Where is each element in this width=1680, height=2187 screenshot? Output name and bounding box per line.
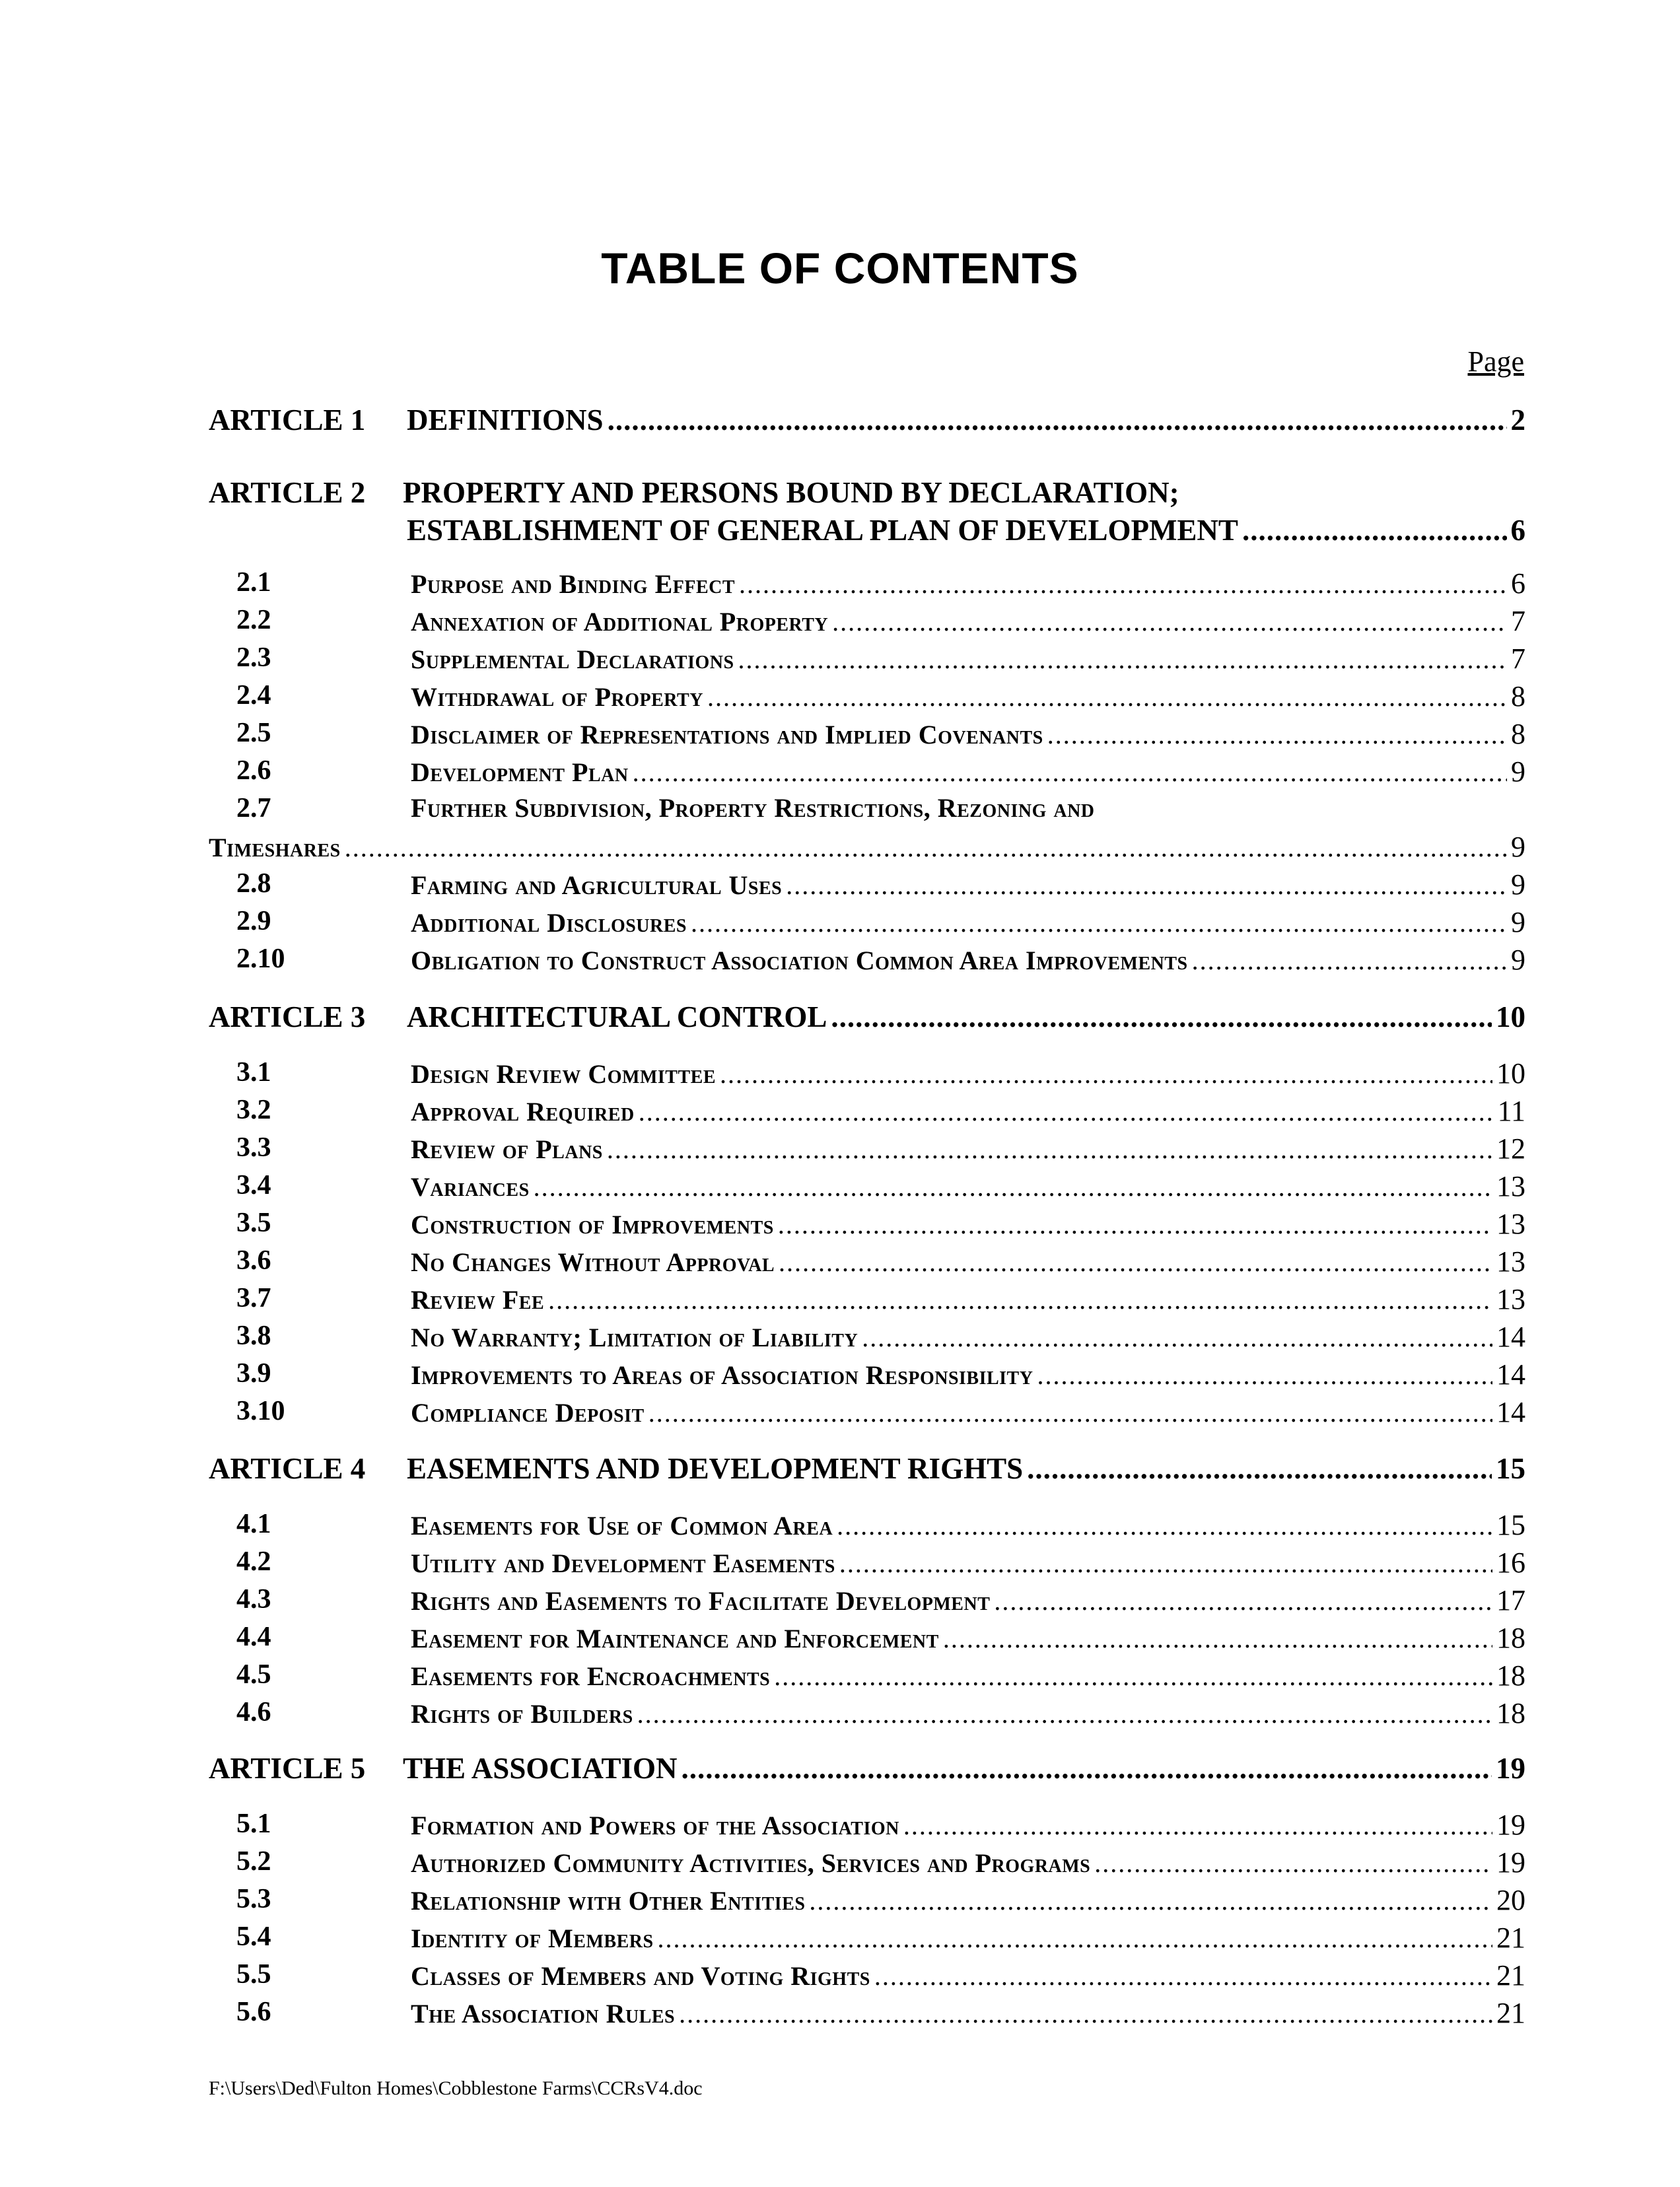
dot-leader (637, 1698, 1492, 1729)
section-page-number: 21 (1496, 1959, 1525, 1992)
section-page-number: 9 (1511, 868, 1525, 901)
article-page-number: 15 (1496, 1452, 1525, 1485)
section-page-number: 6 (1511, 567, 1525, 600)
section-title-row (411, 943, 1525, 977)
section-page-number: 20 (1496, 1884, 1525, 1916)
section-number: 2.3 (236, 642, 271, 673)
section-title-continued: Timeshares (209, 833, 341, 862)
section-title-row (411, 1508, 1525, 1542)
toc-section[interactable] (209, 943, 1525, 980)
toc-section[interactable] (209, 1320, 1525, 1357)
article-title-row (403, 1751, 1525, 1786)
dot-leader (1027, 1451, 1492, 1486)
section-title-row (411, 792, 1525, 823)
section-title: Easements for Use of Common Area (411, 1511, 833, 1541)
section-title-row (411, 717, 1525, 751)
section-number: 5.1 (236, 1809, 271, 1839)
page-title: TABLE OF CONTENTS (601, 244, 1079, 293)
section-title: Rights of Builders (411, 1699, 633, 1729)
dot-leader (682, 1751, 1492, 1786)
section-page-number: 17 (1496, 1584, 1525, 1616)
section-title: Improvements to Areas of Association Responsibility (411, 1360, 1033, 1390)
toc-section[interactable] (209, 642, 1525, 679)
section-number: 4.6 (236, 1697, 271, 1727)
toc-section[interactable] (209, 1959, 1525, 1996)
section-number: 3.7 (236, 1283, 271, 1313)
section-title-row (411, 755, 1525, 788)
section-number: 5.2 (236, 1846, 271, 1877)
section-title-row (411, 1659, 1525, 1692)
section-number: 2.1 (236, 567, 271, 598)
dot-leader (943, 1623, 1492, 1654)
dot-leader (691, 907, 1507, 938)
toc-section[interactable] (209, 1395, 1525, 1432)
section-number: 2.2 (236, 605, 271, 635)
section-number: 3.5 (236, 1208, 271, 1238)
section-title-row (411, 1245, 1525, 1278)
section-title-row (411, 1132, 1525, 1165)
section-page-number: 9 (1511, 755, 1525, 788)
section-number: 3.2 (236, 1095, 271, 1125)
dot-leader (809, 1885, 1492, 1916)
toc-section[interactable] (209, 1996, 1525, 2033)
toc-section[interactable] (209, 1621, 1525, 1658)
section-page-number: 21 (1496, 1922, 1525, 1954)
dot-leader (648, 1397, 1492, 1428)
toc-section[interactable] (209, 1057, 1525, 1094)
section-number: 2.4 (236, 680, 271, 711)
section-number: 2.10 (236, 944, 285, 974)
dot-leader (345, 832, 1507, 863)
section-title: Easements for Encroachments (411, 1661, 771, 1691)
toc-section[interactable] (209, 717, 1525, 754)
article-title: THE ASSOCIATION (403, 1752, 678, 1785)
section-number: 3.6 (236, 1245, 271, 1276)
toc-section[interactable] (209, 1282, 1525, 1319)
section-page-number: 8 (1511, 718, 1525, 750)
section-title: Purpose and Binding Effect (411, 569, 736, 599)
toc-section[interactable] (209, 1207, 1525, 1244)
dot-leader (548, 1284, 1492, 1315)
section-number: 4.3 (236, 1584, 271, 1614)
section-title-row (411, 1546, 1525, 1580)
section-page-number: 13 (1496, 1245, 1525, 1278)
article-title: DEFINITIONS (407, 403, 604, 436)
section-title: Compliance Deposit (411, 1398, 645, 1428)
section-title-row (411, 1883, 1525, 1917)
section-title-row (411, 905, 1525, 939)
section-page-number: 8 (1511, 680, 1525, 712)
article-title-row (407, 1000, 1525, 1034)
dot-leader (874, 1961, 1492, 1992)
toc-section[interactable] (209, 604, 1525, 641)
dot-leader (1242, 513, 1507, 547)
article-title: ARCHITECTURAL CONTROL (407, 1000, 827, 1033)
page-column-header: Page (1467, 345, 1524, 378)
article-title: PROPERTY AND PERSONS BOUND BY DECLARATION; (403, 476, 1179, 509)
dot-leader (779, 1247, 1492, 1278)
article-page-number: 2 (1510, 403, 1525, 436)
toc-section[interactable] (209, 755, 1525, 792)
toc-section[interactable] (209, 1094, 1525, 1131)
article-number: ARTICLE 2 (209, 476, 366, 509)
dot-leader (1047, 719, 1507, 750)
section-page-number: 16 (1496, 1546, 1525, 1579)
section-number: 2.9 (236, 906, 271, 936)
section-title-row (411, 1282, 1525, 1316)
section-title-row (411, 1921, 1525, 1955)
section-page-number: 19 (1496, 1809, 1525, 1841)
section-page-number: 11 (1497, 1095, 1525, 1127)
section-title-row (411, 1621, 1525, 1655)
section-page-number: 13 (1496, 1170, 1525, 1202)
section-title-row (411, 1358, 1525, 1391)
toc-section[interactable] (209, 679, 1525, 716)
toc-section[interactable] (209, 1132, 1525, 1169)
section-title-row (411, 567, 1525, 600)
section-title-row (411, 1583, 1525, 1617)
section-title: Identity of Members (411, 1924, 654, 1953)
section-page-number: 9 (1511, 906, 1525, 938)
section-title: Variances (411, 1172, 530, 1202)
dot-leader (832, 606, 1507, 637)
section-number: 3.1 (236, 1057, 271, 1088)
dot-leader (607, 1134, 1492, 1165)
article-page-number: 6 (1510, 514, 1525, 547)
toc-section[interactable] (209, 868, 1525, 905)
section-title: Rights and Easements to Facilitate Development (411, 1586, 991, 1616)
section-number: 2.8 (236, 868, 271, 899)
section-title-row (411, 1207, 1525, 1241)
dot-leader (831, 1000, 1492, 1034)
dot-leader (720, 1059, 1492, 1090)
section-page-number: 7 (1511, 642, 1525, 675)
section-page-number: 13 (1496, 1208, 1525, 1240)
dot-leader (774, 1661, 1492, 1692)
dot-leader (994, 1585, 1492, 1616)
section-title-row (411, 1057, 1525, 1090)
section-number: 5.5 (236, 1959, 271, 1990)
dot-leader (903, 1810, 1492, 1841)
section-title-row (411, 679, 1525, 713)
section-title: Formation and Powers of the Association (411, 1811, 899, 1840)
article-title: EASEMENTS AND DEVELOPMENT RIGHTS (407, 1452, 1024, 1485)
section-title: Design Review Committee (411, 1059, 717, 1089)
toc-section[interactable] (209, 1546, 1525, 1583)
section-page-number: 14 (1496, 1358, 1525, 1391)
section-title: Annexation of Additional Property (411, 607, 829, 637)
toc-section[interactable] (209, 1358, 1525, 1395)
section-title-row (209, 830, 1525, 864)
article-title-row (407, 403, 1525, 437)
section-page-number: 9 (1511, 831, 1525, 863)
dot-leader (1192, 945, 1507, 976)
section-page-number: 13 (1496, 1283, 1525, 1315)
section-number: 2.6 (236, 755, 271, 786)
toc-section[interactable] (209, 1583, 1525, 1620)
section-title-row (411, 1846, 1525, 1879)
section-number: 4.1 (236, 1509, 271, 1539)
section-number: 5.6 (236, 1997, 271, 2027)
section-number: 3.10 (236, 1396, 285, 1426)
section-number: 4.4 (236, 1622, 271, 1652)
section-number: 3.8 (236, 1321, 271, 1351)
dot-leader (778, 1209, 1492, 1240)
section-page-number: 9 (1511, 944, 1525, 976)
section-title: Obligation to Construct Association Common Area Improvements (411, 946, 1188, 975)
section-title-row (411, 1395, 1525, 1429)
section-number: 5.4 (236, 1922, 271, 1952)
toc-section[interactable] (209, 1169, 1525, 1206)
section-title: Disclaimer of Representations and Implied Covenants (411, 720, 1043, 749)
section-number: 3.3 (236, 1132, 271, 1163)
article-page-number: 19 (1496, 1752, 1525, 1785)
toc-section[interactable] (209, 1508, 1525, 1545)
section-number: 2.7 (236, 793, 271, 823)
article-number: ARTICLE 4 (209, 1452, 366, 1485)
toc-section[interactable] (209, 567, 1525, 604)
section-page-number: 14 (1496, 1396, 1525, 1428)
section-page-number: 18 (1496, 1697, 1525, 1729)
article-number: ARTICLE 5 (209, 1752, 366, 1785)
dot-leader (707, 681, 1507, 712)
dot-leader (639, 1096, 1494, 1127)
dot-leader (738, 644, 1507, 675)
section-page-number: 10 (1496, 1057, 1525, 1090)
section-title: Further Subdivision, Property Restrictions, Rezoning and (411, 793, 1095, 823)
section-title: Withdrawal of Property (411, 682, 703, 712)
dot-leader (786, 870, 1507, 901)
toc-section[interactable] (209, 792, 1525, 865)
dot-leader (658, 1923, 1492, 1954)
section-page-number: 14 (1496, 1321, 1525, 1353)
section-number: 4.5 (236, 1659, 271, 1690)
dot-leader (839, 1548, 1492, 1579)
dot-leader (608, 403, 1507, 437)
dot-leader (1037, 1360, 1492, 1391)
section-title: No Changes Without Approval (411, 1247, 775, 1277)
section-title: Approval Required (411, 1097, 635, 1127)
toc-section[interactable] (209, 1659, 1525, 1696)
section-number: 5.3 (236, 1884, 271, 1914)
article-title-row (407, 1451, 1525, 1486)
section-title: Development Plan (411, 757, 629, 787)
dot-leader (633, 757, 1507, 788)
section-title: Construction of Improvements (411, 1210, 774, 1239)
toc-section[interactable] (209, 905, 1525, 942)
toc-section[interactable] (209, 1245, 1525, 1282)
dot-leader (534, 1171, 1492, 1202)
section-title-row (411, 868, 1525, 901)
article-number: ARTICLE 3 (209, 1000, 366, 1033)
toc-section[interactable] (209, 1808, 1525, 1845)
section-title: Additional Disclosures (411, 908, 687, 938)
article-number: ARTICLE 1 (209, 403, 366, 436)
section-title: Review Fee (411, 1285, 545, 1315)
section-page-number: 18 (1496, 1659, 1525, 1692)
section-title: Classes of Members and Voting Rights (411, 1961, 870, 1991)
article-title-continued: ESTABLISHMENT OF GENERAL PLAN OF DEVELOPMENT (407, 514, 1238, 547)
section-page-number: 7 (1511, 605, 1525, 637)
section-title: Easement for Maintenance and Enforcement (411, 1624, 939, 1653)
section-title: Supplemental Declarations (411, 644, 734, 674)
section-title: Relationship with Other Entities (411, 1886, 806, 1916)
dot-leader (1094, 1848, 1492, 1879)
section-title-row (411, 1696, 1525, 1730)
article-title-row (407, 513, 1525, 547)
section-title: The Association Rules (411, 1999, 676, 2029)
article-page-number: 10 (1496, 1000, 1525, 1033)
file-path-footer: F:\Users\Ded\Fulton Homes\Cobblestone Farms\CCRsV4.doc (209, 2077, 703, 2099)
section-page-number: 12 (1496, 1132, 1525, 1165)
section-page-number: 19 (1496, 1846, 1525, 1879)
section-page-number: 18 (1496, 1622, 1525, 1654)
section-title: Utility and Development Easements (411, 1548, 835, 1578)
section-title-row (411, 604, 1525, 638)
section-page-number: 15 (1496, 1509, 1525, 1541)
toc-section[interactable] (209, 1921, 1525, 1958)
toc-section[interactable] (209, 1883, 1525, 1920)
article-title-row (403, 475, 1525, 510)
section-title-row (411, 1808, 1525, 1842)
section-title: Review of Plans (411, 1134, 603, 1164)
section-title: Authorized Community Activities, Services and Programs (411, 1848, 1091, 1878)
section-number: 2.5 (236, 718, 271, 748)
section-title-row (411, 1959, 1525, 1992)
toc-section[interactable] (209, 1846, 1525, 1883)
section-title: No Warranty; Limitation of Liability (411, 1323, 858, 1352)
dot-leader (739, 569, 1507, 600)
section-number: 3.9 (236, 1358, 271, 1389)
section-title-row (411, 1169, 1525, 1203)
section-number: 4.2 (236, 1546, 271, 1577)
dot-leader (679, 1998, 1492, 2029)
section-title-row (411, 1996, 1525, 2030)
section-page-number: 21 (1496, 1997, 1525, 2029)
dot-leader (837, 1510, 1492, 1541)
section-number: 3.4 (236, 1170, 271, 1200)
toc-section[interactable] (209, 1696, 1525, 1733)
section-title-row (411, 1094, 1525, 1128)
section-title-row (411, 1320, 1525, 1354)
dot-leader (862, 1322, 1492, 1353)
section-title-row (411, 642, 1525, 676)
section-title: Farming and Agricultural Uses (411, 870, 783, 900)
